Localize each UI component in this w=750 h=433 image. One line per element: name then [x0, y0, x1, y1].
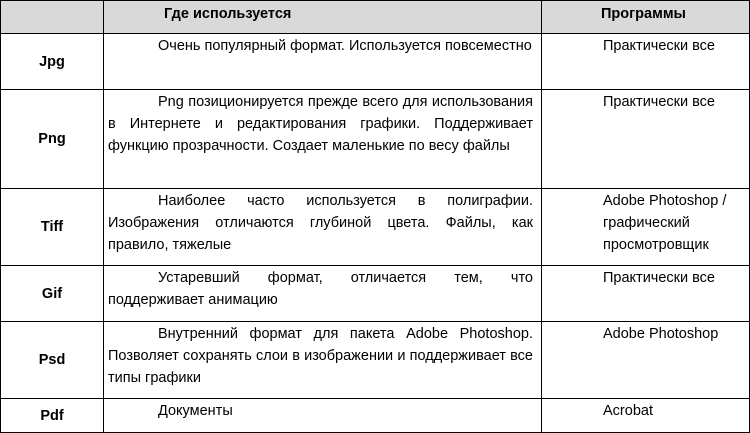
table-row — [1, 189, 750, 266]
format-cell: Psd — [1, 322, 104, 399]
usage-cell: Документы — [104, 399, 542, 433]
programs-cell: Практически все — [542, 266, 750, 322]
usage-cell: Наиболее часто используется в полиграфии. Изображения отличаются глубиной цвета. Файлы, как правило, тяжелые — [104, 189, 542, 266]
format-cell: Jpg — [1, 34, 104, 90]
programs-cell: Adobe Photoshop / графический просмотровщик — [542, 189, 750, 266]
format-cell: Gif — [1, 266, 104, 322]
table-row — [1, 322, 750, 399]
usage-cell: Очень популярный формат. Используется повсеместно — [104, 34, 542, 90]
programs-cell: Adobe Photoshop — [542, 322, 750, 399]
programs-cell: Acrobat — [542, 399, 750, 433]
table-row — [1, 266, 750, 322]
format-cell: Png — [1, 90, 104, 189]
header-format — [1, 1, 104, 34]
table-header-row — [1, 1, 750, 34]
programs-cell: Практически все — [542, 90, 750, 189]
programs-cell: Практически все — [542, 34, 750, 90]
table-row — [1, 34, 750, 90]
usage-cell: Внутренний формат для пакета Adobe Photoshop. Позволяет сохранять слои в изображении и поддерживает все типы графики — [104, 322, 542, 399]
format-cell: Pdf — [1, 399, 104, 433]
usage-cell: Png позиционируется прежде всего для использования в Интернете и редактирования графики. Поддерживает функцию прозрачности. Создает маленькие по весу файлы — [104, 90, 542, 189]
table-row — [1, 90, 750, 189]
table-row — [1, 399, 750, 433]
header-usage: Где используется — [104, 1, 542, 34]
format-cell: Tiff — [1, 189, 104, 266]
header-programs: Программы — [542, 1, 750, 34]
usage-cell: Устаревший формат, отличается тем, что поддерживает анимацию — [104, 266, 542, 322]
